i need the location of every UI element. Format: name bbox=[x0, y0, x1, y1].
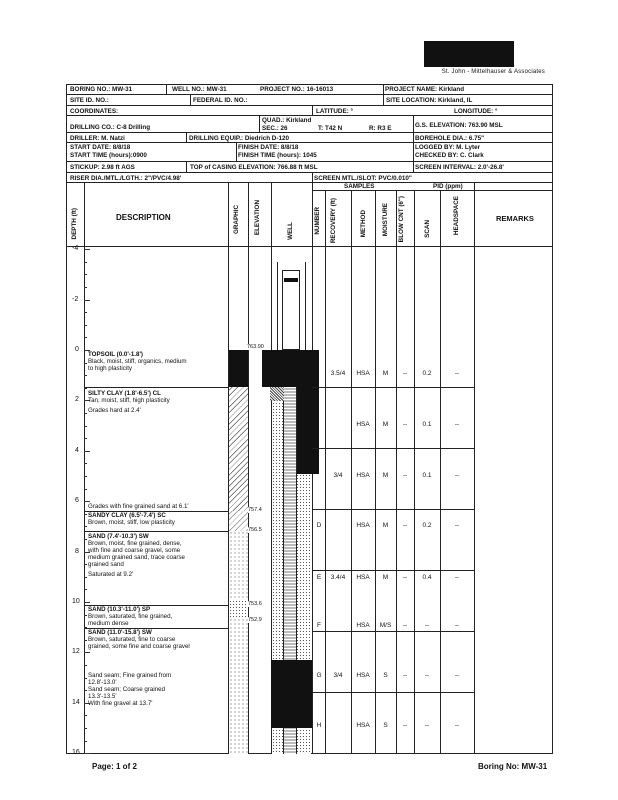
sample-method: HSA bbox=[356, 622, 370, 629]
sample-row-line bbox=[312, 509, 474, 510]
sample-blow: -- bbox=[402, 522, 408, 529]
finish-time: FINISH TIME (hours): 1045 bbox=[238, 152, 317, 159]
depth-tick bbox=[84, 426, 87, 427]
sample-recovery: 3.5/4 bbox=[330, 370, 346, 377]
topsoil-graphic bbox=[229, 350, 248, 387]
elevation-label: 753.6 bbox=[248, 601, 262, 607]
desc-line: Brown, moist, fine grained, dense, bbox=[88, 540, 182, 547]
depth-tick bbox=[84, 678, 87, 679]
elevation-label: 757.4 bbox=[248, 507, 262, 513]
redacted-logo bbox=[424, 41, 514, 67]
grid-line bbox=[66, 161, 553, 162]
desc-line: 13.3'-13.5' bbox=[88, 693, 117, 700]
grid-line bbox=[259, 115, 260, 132]
depth-tick bbox=[84, 337, 87, 338]
col-well: WELL bbox=[287, 222, 294, 240]
depth-tick bbox=[84, 463, 87, 464]
sample-blow: -- bbox=[402, 472, 408, 479]
depth-label: -4 bbox=[72, 245, 79, 253]
desc-line: Tan, moist, stiff, high plasticity bbox=[88, 397, 170, 404]
longitude: LONGITUDE: ° bbox=[454, 108, 498, 115]
sample-moisture: M/S bbox=[379, 622, 392, 629]
grid-line bbox=[84, 182, 85, 754]
depth-label: 16 bbox=[72, 749, 80, 757]
sample-scan: 0.4 bbox=[422, 574, 432, 581]
sec: SEC.: 26 bbox=[262, 125, 288, 132]
well-bentonite bbox=[270, 387, 284, 401]
sample-moisture: M bbox=[382, 370, 389, 377]
grid-line bbox=[413, 161, 414, 172]
sample-headspace: -- bbox=[454, 370, 460, 377]
desc-line: grained, some fine and coarse gravel bbox=[88, 643, 190, 650]
grid-line bbox=[66, 115, 553, 116]
desc-sand-sw2 bbox=[88, 629, 190, 650]
depth-tick bbox=[84, 728, 87, 729]
sample-number: D bbox=[316, 522, 322, 529]
depth-tick bbox=[84, 602, 90, 603]
sample-moisture: M bbox=[382, 421, 389, 428]
gs-elevation: G.S. ELEVATION: 763.90 MSL bbox=[415, 122, 503, 129]
project-name: PROJECT NAME: Kirkland bbox=[385, 86, 465, 93]
grid-line bbox=[66, 94, 553, 95]
sample-scan: -- bbox=[424, 672, 430, 679]
federal-id: FEDERAL ID. NO.: bbox=[193, 97, 248, 104]
sample-blow: -- bbox=[402, 722, 408, 729]
sand-sw2-graphic bbox=[229, 618, 248, 754]
grid-line bbox=[312, 105, 313, 115]
sample-headspace: -- bbox=[454, 421, 460, 428]
sample-headspace: -- bbox=[454, 472, 460, 479]
sample-row-line bbox=[312, 570, 474, 571]
desc-sand-seams bbox=[88, 672, 171, 707]
desc-sand-sp bbox=[88, 606, 172, 627]
desc-line: with fine and coarse gravel, some bbox=[88, 547, 181, 554]
sample-row-line bbox=[312, 387, 474, 388]
desc-line: With fine gravel at 13.7' bbox=[88, 700, 153, 707]
depth-label: 12 bbox=[72, 648, 80, 656]
depth-label: 6 bbox=[75, 497, 79, 505]
grid-line bbox=[312, 190, 553, 191]
col-headspace: HEADSPACE bbox=[453, 196, 460, 236]
depth-tick bbox=[84, 615, 87, 616]
depth-label: 2 bbox=[75, 396, 79, 404]
depth-tick bbox=[84, 665, 87, 666]
project-no: PROJECT NO.: 16-16013 bbox=[260, 86, 334, 93]
sample-method: HSA bbox=[356, 522, 370, 529]
desc-line: SAND (10.3'-11.0') SP bbox=[88, 606, 151, 613]
screen-material: SCREEN MTL./SLOT: PVC/0.010" bbox=[314, 175, 412, 182]
col-moisture: MOISTURE bbox=[382, 203, 389, 237]
sample-blow: -- bbox=[402, 672, 408, 679]
depth-label: -2 bbox=[72, 295, 79, 303]
desc-sand-sw bbox=[88, 533, 185, 578]
col-depth: DEPTH (ft) bbox=[71, 208, 78, 240]
sample-row-line bbox=[312, 448, 474, 449]
logged-by: LOGGED BY: M. Lyter bbox=[415, 144, 481, 151]
depth-tick bbox=[84, 589, 87, 590]
site-id: SITE ID. NO.: bbox=[70, 97, 109, 104]
sample-recovery: 3.4/4 bbox=[330, 574, 346, 581]
sample-blow: -- bbox=[402, 622, 408, 629]
grid-line bbox=[66, 132, 553, 133]
desc-line: Black, moist, stiff, organics, medium bbox=[88, 358, 187, 365]
depth-tick bbox=[84, 262, 87, 263]
depth-tick bbox=[84, 300, 90, 301]
finish-date: FINISH DATE: 8/8/18 bbox=[238, 144, 299, 151]
grid-line bbox=[383, 84, 384, 94]
depth-tick bbox=[84, 539, 87, 540]
sample-method: HSA bbox=[356, 722, 370, 729]
latitude: LATITUDE: ° bbox=[316, 108, 354, 115]
desc-line: Brown, saturated, fine grained, bbox=[88, 613, 173, 620]
sample-scan: 0.2 bbox=[422, 370, 432, 377]
sandy-clay-graphic bbox=[229, 511, 248, 531]
desc-line: Brown, saturated, fine to coarse bbox=[88, 636, 176, 643]
sample-scan: -- bbox=[424, 722, 430, 729]
footer-boring-no: Boring No: MW-31 bbox=[478, 762, 548, 771]
depth-label: 10 bbox=[72, 598, 80, 605]
depth-tick bbox=[84, 640, 87, 641]
desc-line: Sand seam; Fine grained from bbox=[88, 672, 172, 679]
layer-line bbox=[84, 531, 229, 532]
boring-no: BORING NO.: MW-31 bbox=[70, 86, 133, 93]
sample-number: F bbox=[317, 622, 321, 629]
depth-tick bbox=[84, 564, 87, 565]
depth-tick bbox=[84, 577, 87, 578]
well-no: WELL NO.: MW-31 bbox=[172, 86, 227, 93]
samples-label: SAMPLES bbox=[344, 183, 375, 190]
grid-line bbox=[312, 172, 313, 182]
desc-line: grained sand bbox=[88, 561, 124, 568]
page-number: Page: 1 of 2 bbox=[92, 762, 137, 771]
driller: DRILLER: M. Natzi bbox=[70, 135, 125, 142]
depth-tick bbox=[84, 741, 87, 742]
desc-line: SAND (11.0'-15.8') SW bbox=[88, 629, 152, 636]
col-blow-count: BLOW CNT (6") bbox=[398, 196, 405, 243]
desc-line: Sand seam; Coarse grained bbox=[88, 686, 166, 693]
grid-line bbox=[186, 161, 187, 172]
grid-line bbox=[413, 132, 414, 142]
desc-line: Grades hard at 2.4' bbox=[88, 407, 141, 414]
site-location: SITE LOCATION: Kirkland, IL bbox=[386, 97, 473, 104]
sample-moisture: M bbox=[382, 522, 389, 529]
sample-method: HSA bbox=[356, 370, 370, 377]
sample-recovery: 3/4 bbox=[333, 472, 343, 479]
depth-tick bbox=[84, 363, 87, 364]
sample-blow: -- bbox=[402, 370, 408, 377]
checked-by: CHECKED BY: C. Clark bbox=[415, 152, 484, 159]
depth-tick bbox=[84, 476, 87, 477]
start-date: START DATE: 8/8/18 bbox=[70, 144, 131, 151]
depth-label: 8 bbox=[75, 547, 79, 555]
layer-line bbox=[84, 387, 229, 388]
desc-line: 12.8'-13.0' bbox=[88, 679, 117, 686]
depth-label: 4 bbox=[75, 446, 79, 454]
depth-label: 14 bbox=[72, 698, 80, 706]
desc-line: medium dense bbox=[88, 620, 129, 627]
depth-tick bbox=[84, 690, 87, 691]
col-scan: SCAN bbox=[424, 220, 431, 238]
desc-line: to high plasticity bbox=[88, 365, 133, 372]
stickup: STICKUP: 2.98 ft AGS bbox=[70, 164, 135, 171]
depth-tick bbox=[84, 438, 87, 439]
silty-clay-graphic bbox=[229, 387, 248, 511]
depth-tick bbox=[84, 715, 87, 716]
sample-scan: 0.1 bbox=[422, 472, 432, 479]
depth-tick bbox=[84, 413, 87, 414]
sample-headspace: -- bbox=[454, 522, 460, 529]
depth-tick bbox=[84, 652, 90, 653]
desc-topsoil bbox=[88, 351, 187, 372]
sample-method: HSA bbox=[356, 421, 370, 428]
sand-sw-graphic bbox=[229, 531, 248, 600]
township: T: T42 N bbox=[318, 125, 343, 132]
sample-scan: 0.2 bbox=[422, 522, 432, 529]
depth-tick bbox=[84, 526, 87, 527]
grid-line bbox=[474, 182, 475, 754]
well-bottom-seal bbox=[271, 660, 312, 728]
desc-line: medium grained sand, trace coarse bbox=[88, 554, 185, 561]
company-name: St. John - Mittelhauser & Associates bbox=[441, 69, 545, 75]
sample-headspace: -- bbox=[454, 574, 460, 581]
grid-line bbox=[166, 84, 167, 94]
grid-line bbox=[66, 172, 553, 173]
depth-tick bbox=[84, 489, 87, 490]
grid-line bbox=[383, 94, 384, 105]
desc-silty-clay bbox=[88, 390, 170, 414]
grid-line bbox=[248, 182, 249, 754]
sample-row-line bbox=[312, 631, 474, 632]
riser: RISER DIA./MTL./LGTH.: 2"/PVC/4.98' bbox=[70, 175, 182, 182]
col-number: NUMBER bbox=[314, 207, 321, 235]
sample-scan: -- bbox=[424, 622, 430, 629]
sample-headspace: -- bbox=[454, 722, 460, 729]
sample-number: H bbox=[316, 722, 322, 729]
col-recovery: RECOVERY (ft) bbox=[330, 198, 337, 244]
desc-line: SANDY CLAY (6.5'-7.4') SC bbox=[88, 512, 166, 519]
grid-line bbox=[66, 246, 553, 247]
range: R: R3 E bbox=[369, 125, 392, 132]
well-cap bbox=[284, 278, 298, 282]
desc-line: TOPSOIL (0.0'-1.8') bbox=[88, 351, 143, 358]
well-riser-stickup bbox=[282, 270, 300, 350]
sample-moisture: M bbox=[382, 472, 389, 479]
depth-tick bbox=[84, 249, 90, 250]
col-remarks: REMARKS bbox=[496, 214, 534, 223]
sample-interval-bar bbox=[297, 350, 319, 474]
depth-tick bbox=[84, 753, 90, 754]
borehole-dia: BOREHOLE DIA.: 6.75" bbox=[415, 135, 485, 142]
grid-line bbox=[413, 142, 414, 161]
sample-scan: 0.1 bbox=[422, 421, 432, 428]
col-method: METHOD bbox=[360, 210, 367, 238]
pid-label: PID (ppm) bbox=[433, 183, 463, 190]
sample-moisture: M bbox=[382, 574, 389, 581]
grid-line bbox=[413, 115, 414, 132]
desc-line: Brown, moist, stiff, low plasticity bbox=[88, 519, 175, 526]
depth-tick bbox=[84, 514, 87, 515]
depth-tick bbox=[84, 451, 90, 452]
depth-tick bbox=[84, 287, 87, 288]
sample-blow: -- bbox=[402, 574, 408, 581]
grid-line bbox=[66, 105, 553, 106]
grid-line bbox=[190, 94, 191, 105]
grid-line bbox=[66, 142, 553, 143]
desc-line: Saturated at 9.2' bbox=[88, 571, 134, 578]
depth-tick bbox=[84, 274, 87, 275]
depth-tick bbox=[84, 312, 87, 313]
sample-method: HSA bbox=[356, 472, 370, 479]
desc-grades-sand: Grades with fine grained sand at 6.1' bbox=[88, 503, 189, 510]
desc-sandy-clay bbox=[88, 512, 175, 526]
depth-tick bbox=[84, 375, 87, 376]
col-graphic: GRAPHIC bbox=[233, 205, 240, 235]
sample-row-line bbox=[312, 692, 474, 693]
col-elevation: ELEVATION bbox=[254, 200, 261, 236]
grid-line bbox=[236, 142, 237, 161]
sample-recovery: 3/4 bbox=[333, 672, 343, 679]
coordinates: COORDINATES: bbox=[70, 108, 119, 115]
sample-moisture: S bbox=[383, 722, 388, 729]
elevation-label: 752.9 bbox=[248, 617, 262, 623]
start-time: START TIME (hours):0900 bbox=[70, 152, 147, 159]
sample-moisture: S bbox=[383, 672, 388, 679]
sample-number: G bbox=[316, 672, 322, 679]
elevation-label: 763.90 bbox=[247, 344, 264, 350]
screen-interval: SCREEN INTERVAL: 2.0'-26.8' bbox=[415, 164, 504, 171]
desc-line: SILTY CLAY (1.8'-6.5') CL bbox=[88, 390, 161, 397]
depth-label: 0 bbox=[75, 346, 79, 353]
grid-line bbox=[66, 182, 553, 183]
elevation-label: 756.5 bbox=[248, 527, 262, 533]
top-casing-elevation: TOP of CASING ELEVATION: 766.88 ft MSL bbox=[190, 164, 318, 171]
col-description: DESCRIPTION bbox=[116, 213, 171, 222]
sand-sp-graphic bbox=[229, 600, 248, 618]
quad: QUAD.: Kirkland bbox=[262, 117, 312, 124]
sample-method: HSA bbox=[356, 672, 370, 679]
desc-line: SAND (7.4'-10.3') SW bbox=[88, 533, 149, 540]
drilling-equip: DRILLING EQUIP.: Diedrich D-120 bbox=[189, 135, 289, 142]
sample-blow: -- bbox=[402, 421, 408, 428]
sample-headspace: -- bbox=[454, 672, 460, 679]
depth-tick bbox=[84, 325, 87, 326]
drilling-co: DRILLING CO.: C-8 Drilling bbox=[70, 124, 151, 131]
sample-headspace: -- bbox=[454, 622, 460, 629]
grid-line bbox=[186, 132, 187, 142]
sample-method: HSA bbox=[356, 574, 370, 581]
sample-number: E bbox=[316, 574, 322, 581]
